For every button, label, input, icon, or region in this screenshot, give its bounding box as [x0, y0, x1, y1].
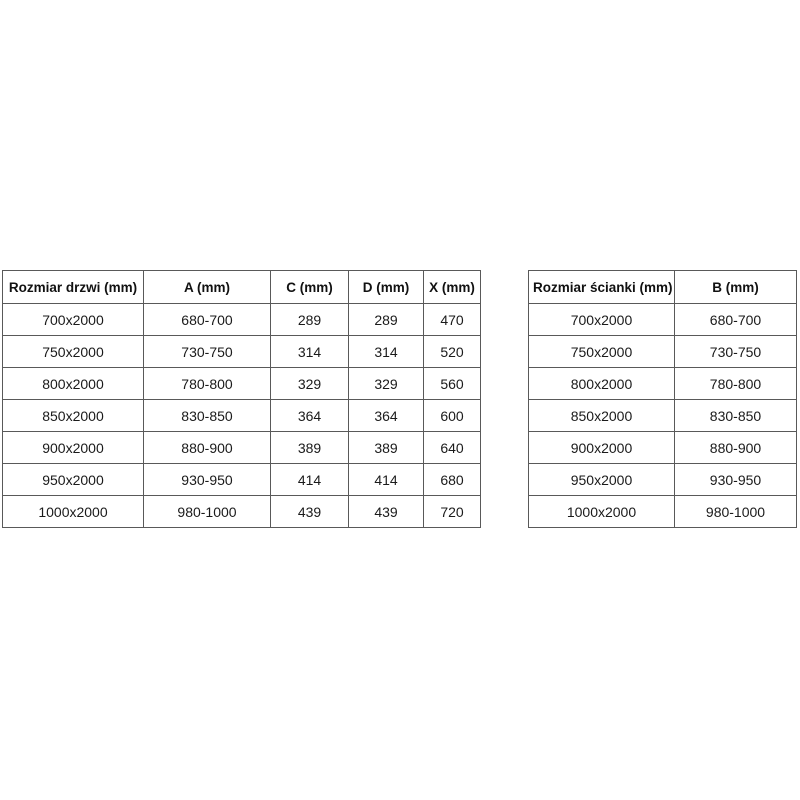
column-header-b: B (mm): [675, 271, 797, 304]
table-cell: 414: [271, 464, 349, 496]
table-cell: 900x2000: [3, 432, 144, 464]
table-row: [3, 304, 481, 336]
table-cell: 800x2000: [3, 368, 144, 400]
table-row: [529, 464, 797, 496]
table-cell: 700x2000: [3, 304, 144, 336]
table-cell: 640: [424, 432, 481, 464]
table-cell: 730-750: [675, 336, 797, 368]
table-row: [3, 464, 481, 496]
table-cell: 439: [349, 496, 424, 528]
table-cell: 800x2000: [529, 368, 675, 400]
column-header-a: A (mm): [144, 271, 271, 304]
column-header-c: C (mm): [271, 271, 349, 304]
table-cell: 950x2000: [3, 464, 144, 496]
column-header-x: X (mm): [424, 271, 481, 304]
door-table-header-row: [3, 271, 481, 304]
table-row: [529, 496, 797, 528]
table-cell: 700x2000: [529, 304, 675, 336]
table-row: [529, 368, 797, 400]
table-cell: 850x2000: [3, 400, 144, 432]
table-cell: 850x2000: [529, 400, 675, 432]
table-cell: 389: [349, 432, 424, 464]
column-header-rozmiar-drzwi: Rozmiar drzwi (mm): [3, 271, 144, 304]
table-cell: 980-1000: [675, 496, 797, 528]
table-cell: 560: [424, 368, 481, 400]
table-cell: 414: [349, 464, 424, 496]
table-cell: 930-950: [675, 464, 797, 496]
table-cell: 930-950: [144, 464, 271, 496]
table-cell: 780-800: [144, 368, 271, 400]
table-row: [3, 368, 481, 400]
table-cell: 314: [271, 336, 349, 368]
table-cell: 389: [271, 432, 349, 464]
table-cell: 1000x2000: [529, 496, 675, 528]
table-cell: 950x2000: [529, 464, 675, 496]
column-header-d: D (mm): [349, 271, 424, 304]
table-row: [3, 496, 481, 528]
table-cell: 1000x2000: [3, 496, 144, 528]
table-cell: 600: [424, 400, 481, 432]
table-cell: 520: [424, 336, 481, 368]
table-cell: 439: [271, 496, 349, 528]
table-cell: 289: [271, 304, 349, 336]
table-cell: 680-700: [144, 304, 271, 336]
table-cell: 980-1000: [144, 496, 271, 528]
table-cell: 329: [271, 368, 349, 400]
door-size-table: [2, 270, 481, 528]
table-cell: 880-900: [675, 432, 797, 464]
column-header-rozmiar-scianki: Rozmiar ścianki (mm): [529, 271, 675, 304]
table-cell: 364: [349, 400, 424, 432]
table-cell: 780-800: [675, 368, 797, 400]
table-row: [529, 304, 797, 336]
table-cell: 750x2000: [3, 336, 144, 368]
table-row: [3, 400, 481, 432]
table-row: [3, 336, 481, 368]
table-row: [529, 432, 797, 464]
wall-table-header-row: [529, 271, 797, 304]
table-cell: 289: [349, 304, 424, 336]
table-cell: 680: [424, 464, 481, 496]
table-cell: 750x2000: [529, 336, 675, 368]
table-cell: 314: [349, 336, 424, 368]
table-cell: 830-850: [144, 400, 271, 432]
table-cell: 470: [424, 304, 481, 336]
table-cell: 880-900: [144, 432, 271, 464]
table-cell: 680-700: [675, 304, 797, 336]
table-cell: 900x2000: [529, 432, 675, 464]
table-cell: 830-850: [675, 400, 797, 432]
table-cell: 730-750: [144, 336, 271, 368]
wall-size-table: [528, 270, 797, 528]
table-row: [529, 400, 797, 432]
table-cell: 364: [271, 400, 349, 432]
table-cell: 720: [424, 496, 481, 528]
table-row: [3, 432, 481, 464]
table-row: [529, 336, 797, 368]
table-cell: 329: [349, 368, 424, 400]
